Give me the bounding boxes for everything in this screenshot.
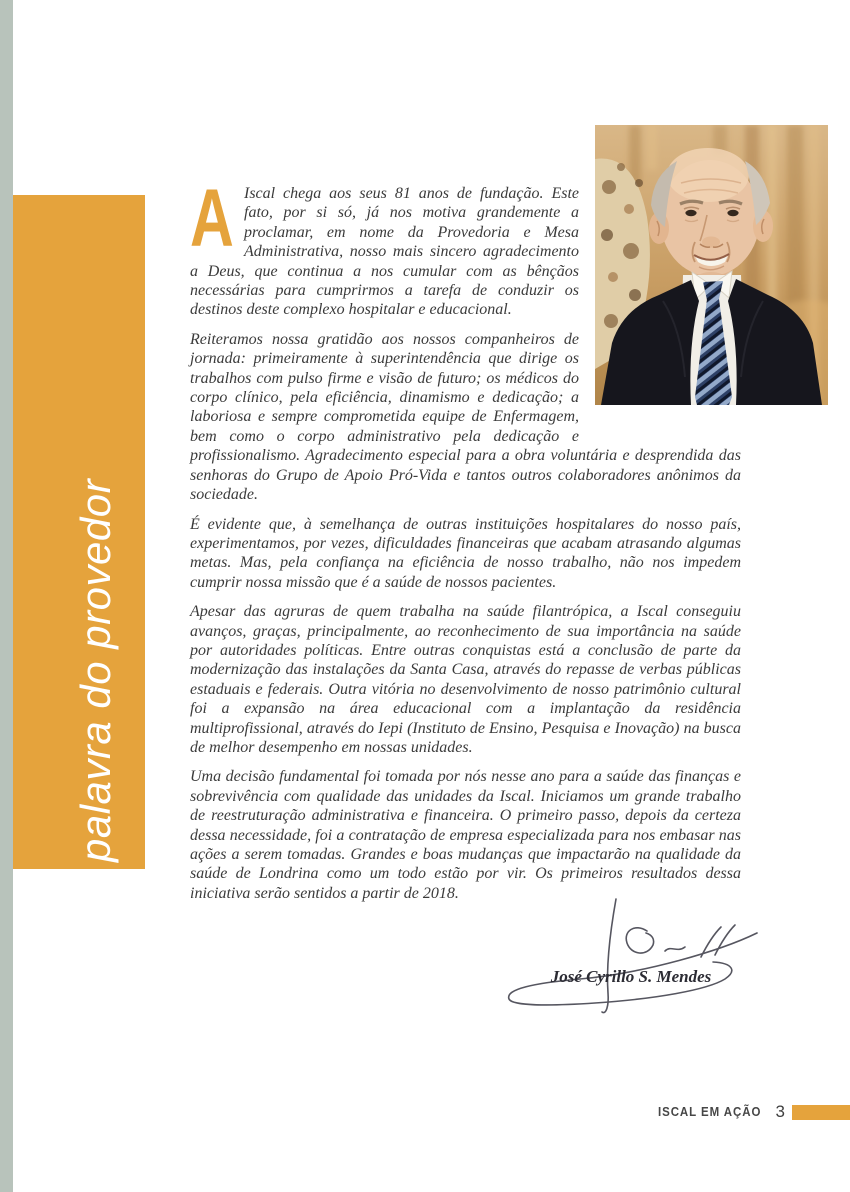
section-vertical-title: palavra do provedor [72,478,119,862]
paragraph [190,173,741,320]
footer-magazine-title: ISCAL EM AÇÃO [658,1104,762,1120]
paragraph: Reiteramos nossa gratidão aos nossos companheiros de jornada: primeiramente à superintendência que dirige os trabalhos com pulso firme e visão de futuro; os médicos do corpo clínico, pela eficiência, dinamismo e dedicação; a laboriosa e sempre comprometida equipe de Enfermagem, bem como o corpo administrativo pela dedicação e profissionalismo. Agradecimento especial para a obra voluntária e desprendida das senhoras do Grupo de Apoio Pró-Vida e tantos outros colaboradores anônimos da sociedade. [190,330,741,504]
signature-name: José Cyrillo S. Mendes [550,967,712,986]
paragraph: É evidente que, à semelhança de outras instituições hospitalares do nosso país, experimentamos, por vezes, dificuldades financeiras que acabam atrasando algumas metas. Mas, pela confiança na eficiência de nosso trabalho, não nos impedem cumprir nossa missão que é a saúde de nossos pacientes. [190,515,741,591]
left-edge-strip [0,0,13,1192]
footer-page-number: 3 [775,1102,785,1121]
signature-block [495,893,767,1021]
paragraph: Uma decisão fundamental foi tomada por nós nesse ano para a saúde das finanças e sobrevivência com qualidade das unidades da Iscal. Iniciamos um grande trabalho de reestruturação administrativa e financeira. O primeiro passo, depois da certeza dessa necessidade, foi a contratação de empresa especializada para nos embasar nas ações a serem tomadas. Grandes e boas mudanças que impactarão na qualidade da saúde de Londrina como um todo estão por vir. Os primeiros resultados dessa iniciativa serão sentidos a partir de 2018. [190,768,741,902]
paragraph: Apesar das agruras de quem trabalha na saúde filantrópica, a Iscal conseguiu avanços, graças, principalmente, ao reconhecimento de sua importância na saúde por autoridades políticas. Entre outras conquistas está a conclusão de parte da modernização das instalações da Santa Casa, através do repasse de verbas públicas estaduais e federais. Outra vitória no desenvolvimento de nosso patrimônio cultural foi a expansão na área educacional com a implantação da residência multiprofissional, através do Iepi (Instituto de Ensino, Pesquisa e Inovação) na busca de melhor desempenho em nossas unidades. [190,603,741,756]
photo-wrap-spacer [579,184,741,442]
footer-accent-bar [792,1105,850,1120]
signature-scribble [495,893,767,1021]
drop-cap-letter: A [190,173,234,264]
paragraph-text: Iscal chega aos seus 81 anos de fundação. Este fato, por si só, já nos motiva grandemente a proclamar, em nome da Provedoria e Mesa Administrativa, nosso mais sincero agradecimento a Deus, que continua a nos cumular com as bênçãos necessárias para cumprirmos a tarefa de conduzir os destinos deste complexo hospitalar e educacional. [190,185,579,319]
article-body [190,173,741,913]
page-footer [649,1102,850,1122]
